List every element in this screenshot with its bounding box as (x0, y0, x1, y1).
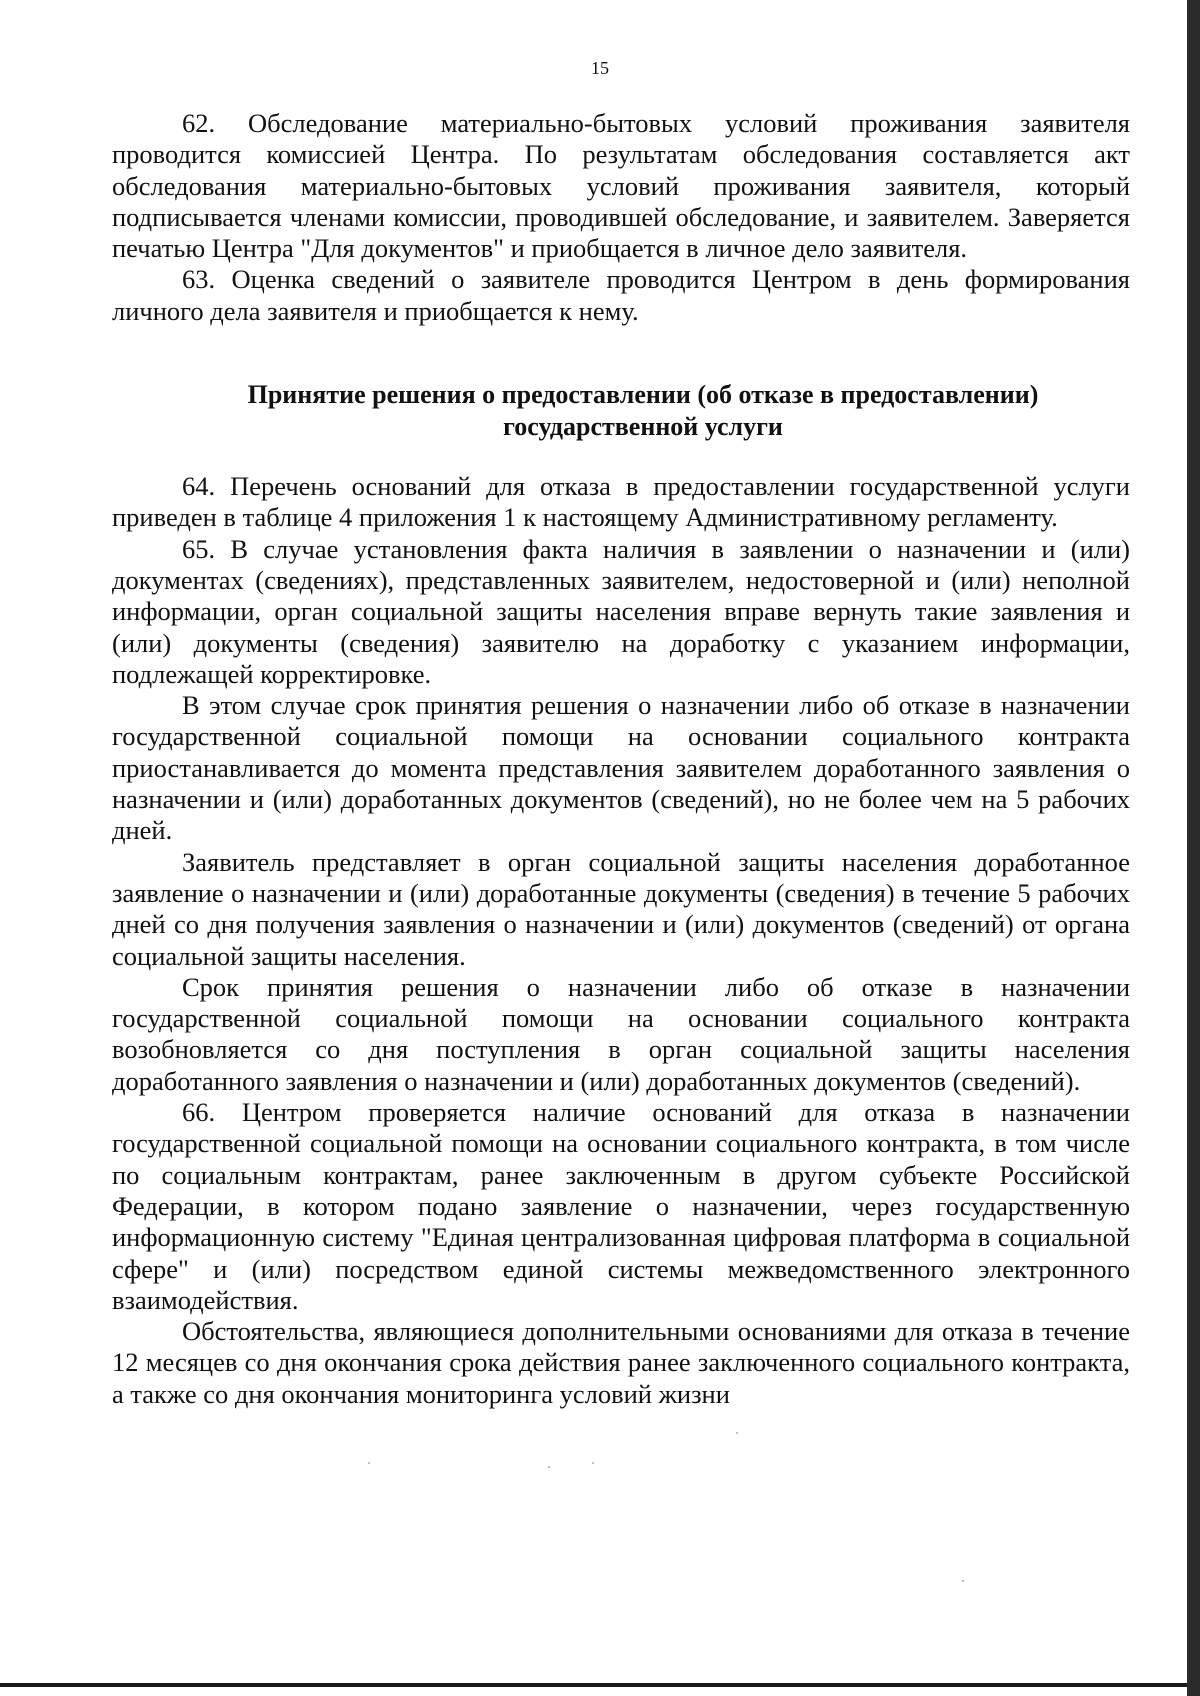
section-heading (112, 379, 1130, 443)
paragraph-64: 64. Перечень оснований для отказа в предоставлении государственной услуги приведен в таблице 4 приложения 1 к настоящему Административному регламенту. (112, 471, 1130, 533)
scan-speck (548, 1466, 550, 1468)
paragraph-63: 63. Оценка сведений о заявителе проводится Центром в день формирования личного дела заявителя и приобщается к нему. (112, 264, 1130, 326)
scan-speck (368, 1462, 370, 1464)
section-heading-line-2: государственной услуги (503, 412, 783, 442)
scan-right-edge (1187, 0, 1200, 1696)
paragraph-65: 65. В случае установления факта наличия в заявлении о назначении и (или) документах (сведениях), представленных заявителем, недостоверной и (или) неполной информации, орган социальной защиты населения вправе вернуть такие заявления и (или) документы (сведения) заявителю на доработку с указанием информации, подлежащей корректировке. (112, 533, 1130, 689)
scan-bottom-edge (0, 1683, 1200, 1687)
scan-speck (736, 1432, 738, 1434)
scan-speck (592, 1462, 594, 1464)
page-number: 15 (591, 58, 609, 78)
document-body (112, 108, 1130, 1410)
paragraph-66: 66. Центром проверяется наличие оснований для отказа в назначении государственной социальной помощи на основании социального контракта, в том числе по социальным контрактам, ранее заключенным в другом субъекте Российской Федерации, в котором подано заявление о назначении, через государственную информационную систему "Единая централизованная цифровая платформа в социальной сфере" и (или) посредством единой системы межведомственного электронного взаимодействия. (112, 1097, 1130, 1315)
paragraph-66-circumstances: Обстоятельства, являющиеся дополнительными основаниями для отказа в течение 12 месяцев со дня окончания срока действия ранее заключенного социального контракта, а также со дня окончания мониторинга условий жизни (112, 1316, 1130, 1409)
paragraph-65-resumption: Срок принятия решения о назначении либо об отказе в назначении государственной социальной помощи на основании социального контракта возобновляется со дня поступления в орган социальной защиты населения доработанного заявления о назначении и (или) доработанных документов (сведений). (112, 971, 1130, 1096)
scan-speck (962, 1580, 964, 1582)
paragraph-65-resubmission: Заявитель представляет в орган социальной защиты населения доработанное заявление о назначении и (или) доработанные документы (сведения) в течение 5 рабочих дней со дня получения заявления о назначении и (или) документов (сведений) от органа социальной защиты населения. (112, 846, 1130, 971)
paragraph-62: 62. Обследование материально-бытовых условий проживания заявителя проводится комиссией Центра. По результатам обследования составляется акт обследования материально-бытовых условий проживания заявителя, который подписывается членами комиссии, проводившей обследование, и заявителем. Заверяется печатью Центра "Для документов" и приобщается в личное дело заявителя. (112, 108, 1130, 264)
paragraph-65-suspension: В этом случае срок принятия решения о назначении либо об отказе в назначении государственной социальной помощи на основании социального контракта приостанавливается до момента представления заявителем доработанного заявления о назначении и (или) доработанных документов (сведений), но не более чем на 5 рабочих дней. (112, 690, 1130, 846)
section-heading-line-1: Принятие решения о предоставлении (об отказе в предоставлении) (247, 380, 1039, 410)
